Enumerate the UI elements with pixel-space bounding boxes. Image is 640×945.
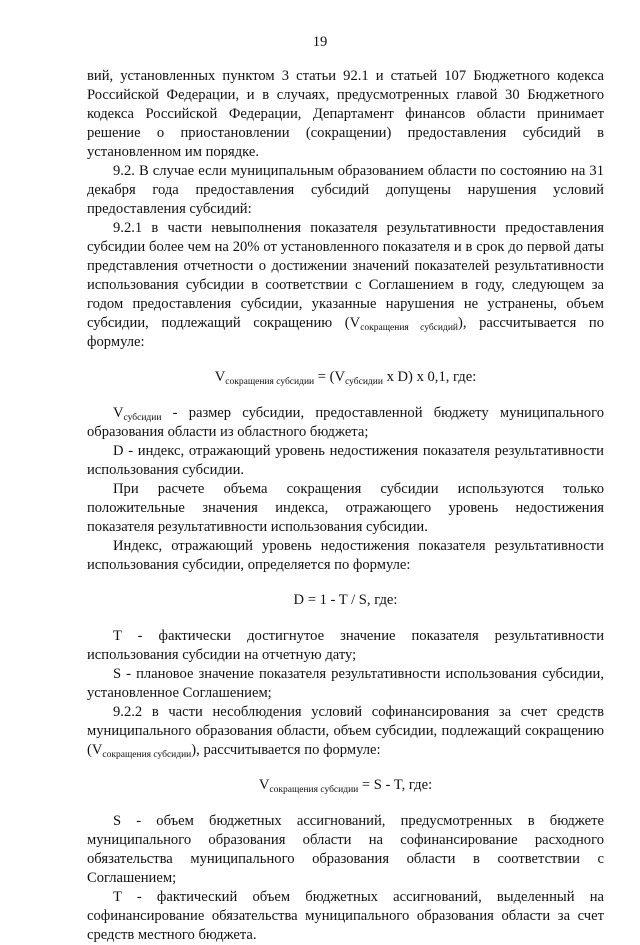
paragraph-index-formula-intro: Индекс, отражающий уровень недостижения показателя результативности использования субсидии, определяется по формуле: (87, 538, 604, 573)
paragraph-9-2: 9.2. В случае если муниципальным образованием области по состоянию на 31 декабря года предоставления субсидий допущены нарушения условий предоставления субсидий: (87, 163, 604, 217)
definition-s: S - плановое значение показателя результативности использования субсидии, установленное Соглашением; (87, 666, 604, 701)
formula-reduction-1: $V_{сокращения субсидии} = (V_{субсидии}$ x D) x 0,1, где: (214, 369, 477, 387)
paragraph-9-2-1: 9.2.1 в части невыполнения показателя результативности предоставления субсидии более чем на 20% от установленного показателя и в срок до первой даты представления отчетности о достижении значений показателей результативности использования субсидии в соответствии с Соглашением в году, следующем за годом предоставления субсидии, указанные нарушения не устранены, объем субсидии, подлежащий сокращению $(V_{сокращения субсидий})$, рассчитывается по формуле: (87, 220, 604, 350)
definition-t: T - фактически достигнутое значение показателя результативности использования субсидии на отчетную дату; (87, 628, 604, 663)
formula-reduction-2: $V_{сокращения субсидии} = S - T$, где: (258, 777, 433, 795)
paragraph-continuation: вий, установленных пунктом 3 статьи 92.1 и статьей 107 Бюджетного кодекса Российской Федерации, и в случаях, предусмотренных главой 30 Бюджетного кодекса Российской Федерации, Департамент финансов области принимает решение о приостановлении (сокращении) предоставления субсидий в установленном им порядке. (87, 68, 604, 160)
formula-index-d: D = 1 - T / S, где: (293, 592, 398, 608)
document-body (87, 67, 604, 945)
paragraph-positive-index: При расчете объема сокращения субсидии используются только положительные значения индекса, отражающего уровень недостижения показателя результативности использования субсидии. (87, 481, 604, 535)
paragraph-9-2-2: 9.2.2 в части несоблюдения условий софинансирования за счет средств муниципального образования области, объем субсидии, подлежащий сокращению $(V_{сокращения субсидии})$, рассчитывается по формуле: (87, 704, 604, 760)
definition-v-subsidy: $V_{субсидии}$ - размер субсидии, предоставленной бюджету муниципального образования области из областного бюджета; (87, 405, 604, 440)
definition-t-budget: T - фактический объем бюджетных ассигнований, выделенный на софинансирование обязательства муниципального образования области за счет средств местного бюджета. (87, 889, 604, 943)
definition-d: D - индекс, отражающий уровень недостижения показателя результативности использования субсидии. (87, 443, 604, 478)
definition-s-budget: S - объем бюджетных ассигнований, предусмотренных в бюджете муниципального образования области на софинансирование расходного обязательства муниципального образования области в соответствии с Соглашением; (87, 813, 604, 886)
page-number: 19 (312, 34, 328, 50)
